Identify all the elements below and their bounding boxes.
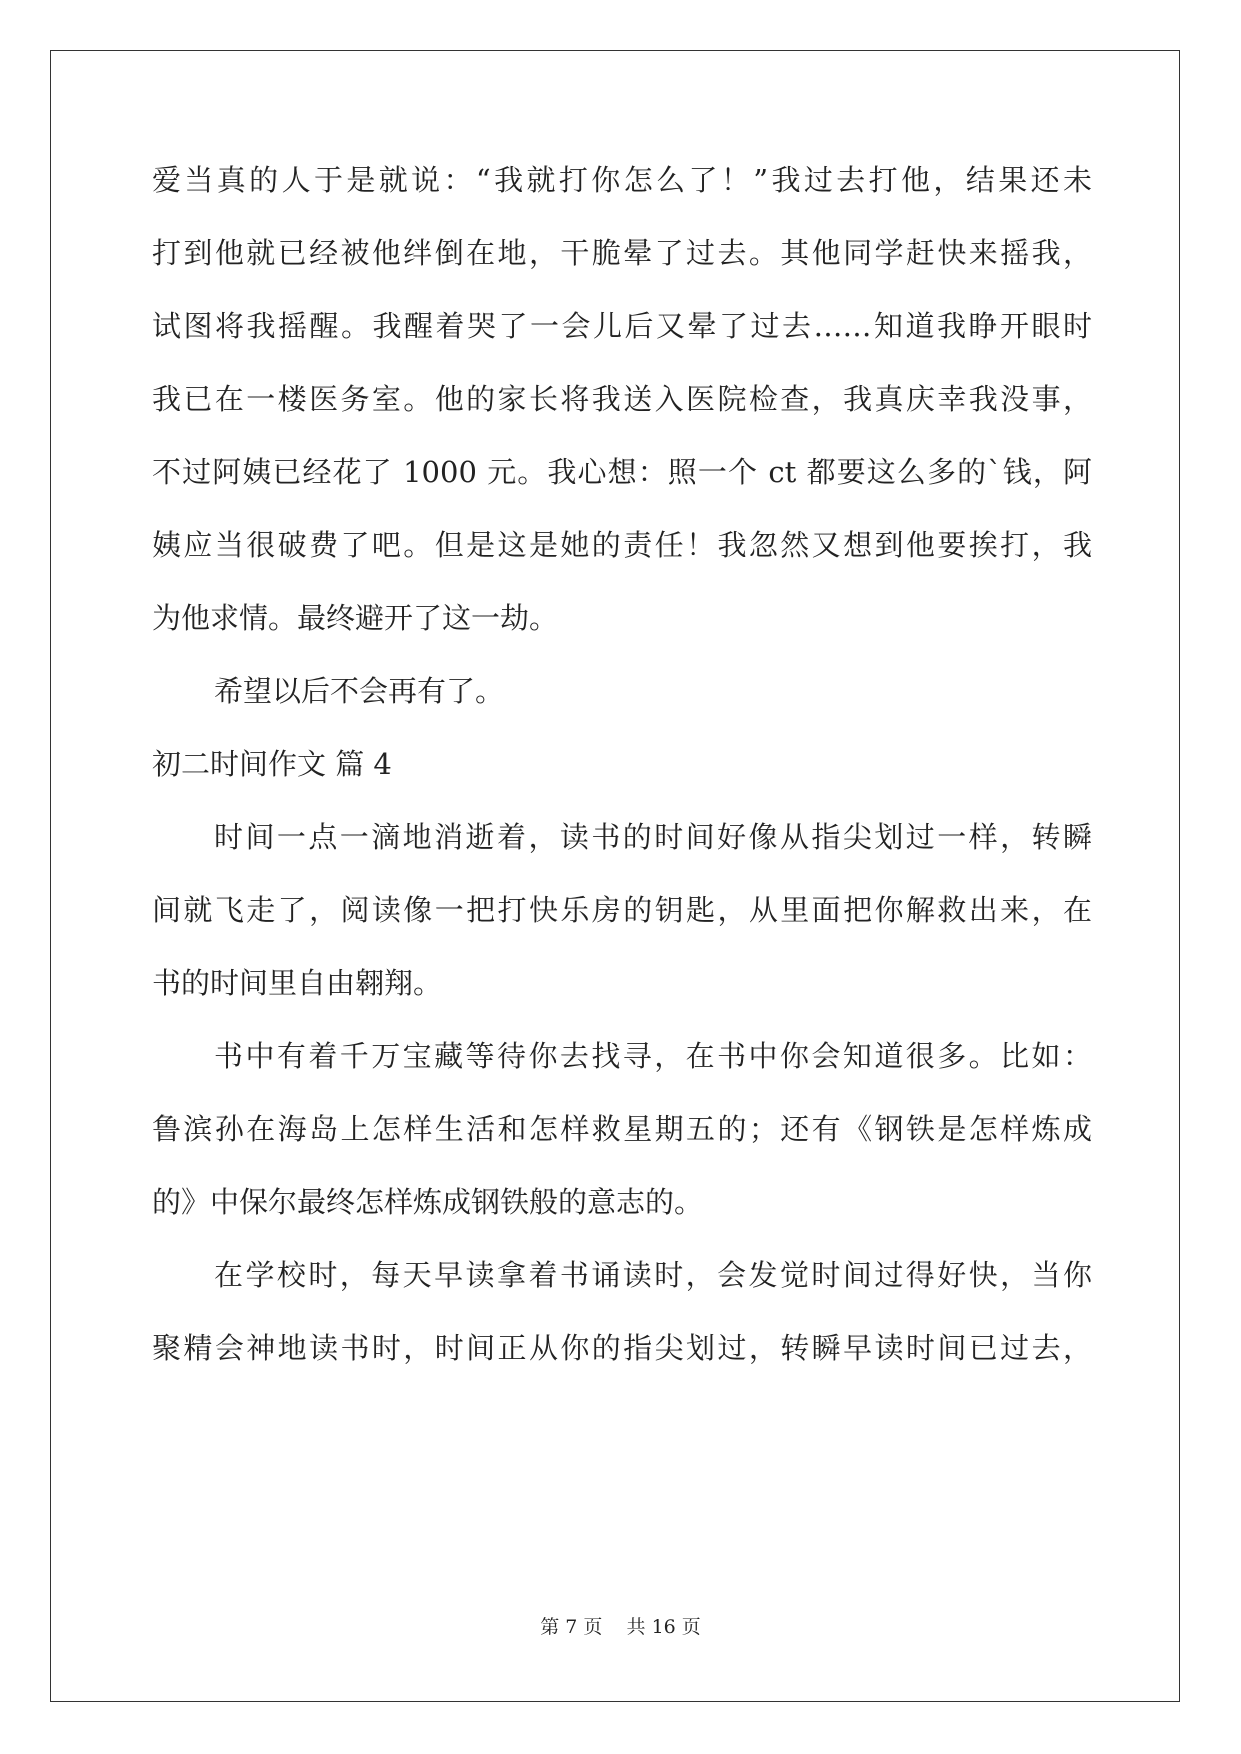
text-line: 间就飞走了，阅读像一把打快乐房的钥匙，从里面把你解救出来，在 [152, 893, 1092, 927]
text-line: 我已在一楼医务室。他的家长将我送入医院检查，我真庆幸我没事， [152, 382, 1092, 416]
text-line: 书的时间里自由翱翔。 [152, 966, 443, 1000]
page-border [50, 50, 1180, 1702]
text-line: 不过阿姨已经花了 1000 元。我心想：照一个 ct 都要这么多的`钱，阿 [152, 455, 1092, 489]
text-line: 希望以后不会再有了。 [214, 674, 505, 708]
text-line: 书中有着千万宝藏等待你去找寻，在书中你会知道很多。比如： [214, 1039, 1092, 1073]
text-line: 时间一点一滴地消逝着，读书的时间好像从指尖划过一样，转瞬 [214, 820, 1092, 854]
text-line: 鲁滨孙在海岛上怎样生活和怎样救星期五的；还有《钢铁是怎样炼成 [152, 1112, 1092, 1146]
text-line: 试图将我摇醒。我醒着哭了一会儿后又晕了过去……知道我睁开眼时 [152, 309, 1092, 343]
section-heading: 初二时间作文 篇 4 [152, 747, 392, 781]
text-line: 为他求情。最终避开了这一劫。 [152, 601, 559, 635]
page-number: 第 7 页 共 16 页 [540, 1616, 701, 1638]
text-line: 聚精会神地读书时，时间正从你的指尖划过，转瞬早读时间已过去， [152, 1331, 1092, 1365]
text-line: 的》中保尔最终怎样炼成钢铁般的意志的。 [152, 1185, 704, 1219]
text-line: 爱当真的人于是就说：“我就打你怎么了！”我过去打他，结果还未 [152, 163, 1092, 197]
page-footer [0, 1615, 1241, 1639]
text-line: 姨应当很破费了吧。但是这是她的责任！我忽然又想到他要挨打，我 [152, 528, 1092, 562]
text-line: 在学校时，每天早读拿着书诵读时，会发觉时间过得好快，当你 [214, 1258, 1092, 1292]
text-line: 打到他就已经被他绊倒在地，干脆晕了过去。其他同学赶快来摇我， [152, 236, 1092, 270]
